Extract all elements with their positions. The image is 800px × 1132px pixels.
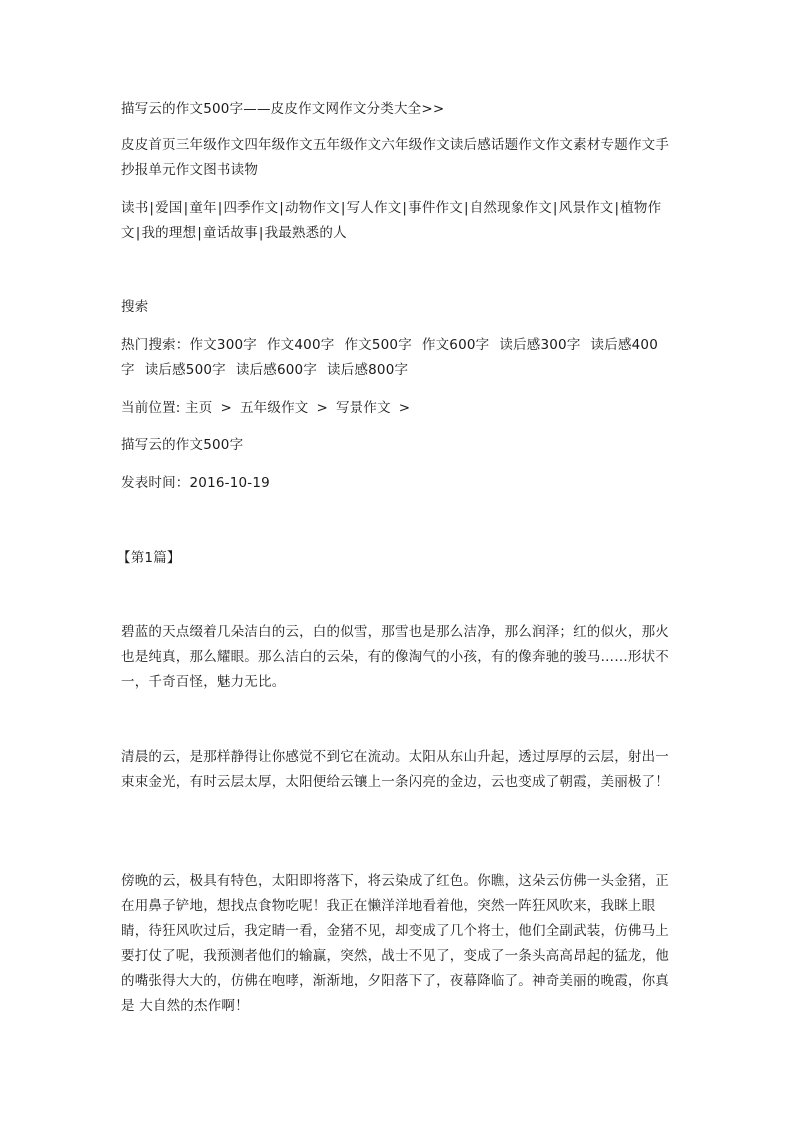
separator: | [258, 225, 264, 241]
nav-books[interactable]: 图书读物 [203, 162, 259, 178]
hot-search-item[interactable]: 作文500字 [344, 337, 412, 353]
separator: | [217, 200, 223, 216]
breadcrumb-separator: > [398, 400, 411, 416]
hot-search-item[interactable]: 读后感800字 [327, 362, 409, 378]
search-label[interactable]: 搜索 [121, 299, 149, 315]
publish-date: 2016-10-19 [189, 475, 270, 491]
hot-search-item[interactable]: 读后感400字 [121, 337, 659, 378]
publish-info [121, 471, 677, 496]
category-familiar-person[interactable]: 我最熟悉的人 [264, 225, 347, 241]
nav-reading-notes[interactable]: 读后感 [449, 137, 491, 153]
article-paragraph: 傍晚的云，极具有特色，太阳即将落下，将云染成了红色。你瞧，这朵云仿佛一头金猪，正在用鼻子铲地，想找点食物吃呢！我正在懒洋洋地看着他，突然一阵狂风吹来，我眯上眼睛，待狂风吹过后，我定睛一看，金猪不见，却变成了几个将士，他们全副武装，仿佛马上要打仗了呢，我预测者他们的输赢，突然，战士不见了，变成了一条头高高昂起的猛龙，他的嘴张得大大的，仿佛在咆哮，渐渐地，夕阳落下了，夜幕降临了。神奇美丽的晚霞，你真是 大自然的杰作啊！ [121, 873, 669, 1014]
separator: | [183, 200, 189, 216]
publish-label: 发表时间： [121, 475, 190, 491]
breadcrumb-grade5[interactable]: 五年级作文 [239, 400, 309, 416]
breadcrumb-label: 当前位置: [121, 400, 186, 416]
nav-topic-essay[interactable]: 话题作文 [490, 137, 546, 153]
category-patriotism[interactable]: 爱国 [155, 200, 183, 216]
nav-grade6[interactable]: 六年级作文 [381, 137, 450, 153]
category-animals[interactable]: 动物作文 [285, 200, 340, 216]
category-my-dream[interactable]: 我的理想 [141, 225, 197, 241]
section-label: 【第1篇】 [117, 550, 181, 566]
hot-search [121, 333, 677, 383]
separator: | [149, 200, 155, 216]
page-header-title[interactable]: 描写云的作文500字——皮皮作文网作文分类大全>> [121, 101, 445, 117]
separator: | [463, 200, 469, 216]
nav-home[interactable]: 皮皮首页 [121, 137, 176, 153]
nav-handwritten-newspaper[interactable]: 手抄报 [121, 137, 670, 178]
main-nav [121, 133, 677, 183]
category-plants[interactable]: 植物作文 [121, 200, 662, 241]
separator: | [197, 225, 203, 241]
hot-search-item[interactable]: 读后感500字 [144, 362, 226, 378]
separator: | [552, 200, 558, 216]
breadcrumb-home[interactable]: 主页 [185, 400, 213, 416]
category-events[interactable]: 事件作文 [408, 200, 463, 216]
category-people[interactable]: 写人作文 [346, 200, 402, 216]
hot-search-label: 热门搜索： [121, 337, 190, 353]
breadcrumb-separator: > [220, 400, 232, 416]
breadcrumb [121, 396, 677, 421]
nav-grade5[interactable]: 五年级作文 [312, 137, 382, 153]
category-childhood[interactable]: 童年 [189, 200, 217, 216]
hot-search-item[interactable]: 作文300字 [189, 337, 257, 353]
article-title: 描写云的作文500字 [121, 437, 244, 453]
hot-search-item[interactable]: 读后感300字 [499, 337, 581, 353]
category-natural-phenomena[interactable]: 自然现象作文 [469, 200, 552, 216]
nav-materials[interactable]: 作文素材 [545, 137, 601, 153]
article-paragraph: 清晨的云，是那样静得让你感觉不到它在流动。太阳从东山升起，透过厚厚的云层，射出一束束金光，有时云层太厚，太阳便给云镶上一条闪亮的金边，云也变成了朝霞，美丽极了！ [121, 749, 669, 790]
separator: | [135, 225, 141, 241]
category-scenery[interactable]: 风景作文 [558, 200, 614, 216]
separator: | [279, 200, 285, 216]
hot-search-item[interactable]: 读后感600字 [235, 362, 318, 378]
category-nav [121, 196, 677, 246]
article-paragraph: 碧蓝的天点缀着几朵洁白的云，白的似雪，那雪也是那么洁净，那么润泽；红的似火，那火也是纯真，那么耀眼。那么洁白的云朵，有的像淘气的小孩，有的像奔驰的骏马……形状不一，千奇百怪，魅力无比。 [121, 624, 669, 690]
category-seasons[interactable]: 四季作文 [223, 200, 279, 216]
nav-grade4[interactable]: 四年级作文 [244, 137, 313, 153]
hot-search-item[interactable]: 作文600字 [421, 337, 490, 353]
nav-grade3[interactable]: 三年级作文 [175, 137, 245, 153]
breadcrumb-separator: > [316, 400, 328, 416]
nav-unit-essay[interactable]: 单元作文 [148, 162, 204, 178]
breadcrumb-scenery-essay[interactable]: 写景作文 [335, 400, 391, 416]
separator: | [340, 200, 346, 216]
hot-search-item[interactable]: 作文400字 [266, 337, 335, 353]
category-reading[interactable]: 读书 [121, 200, 149, 216]
separator: | [402, 200, 408, 216]
nav-special-essay[interactable]: 专题作文 [600, 137, 656, 153]
separator: | [614, 200, 620, 216]
category-fairy-tales[interactable]: 童话故事 [203, 225, 258, 241]
